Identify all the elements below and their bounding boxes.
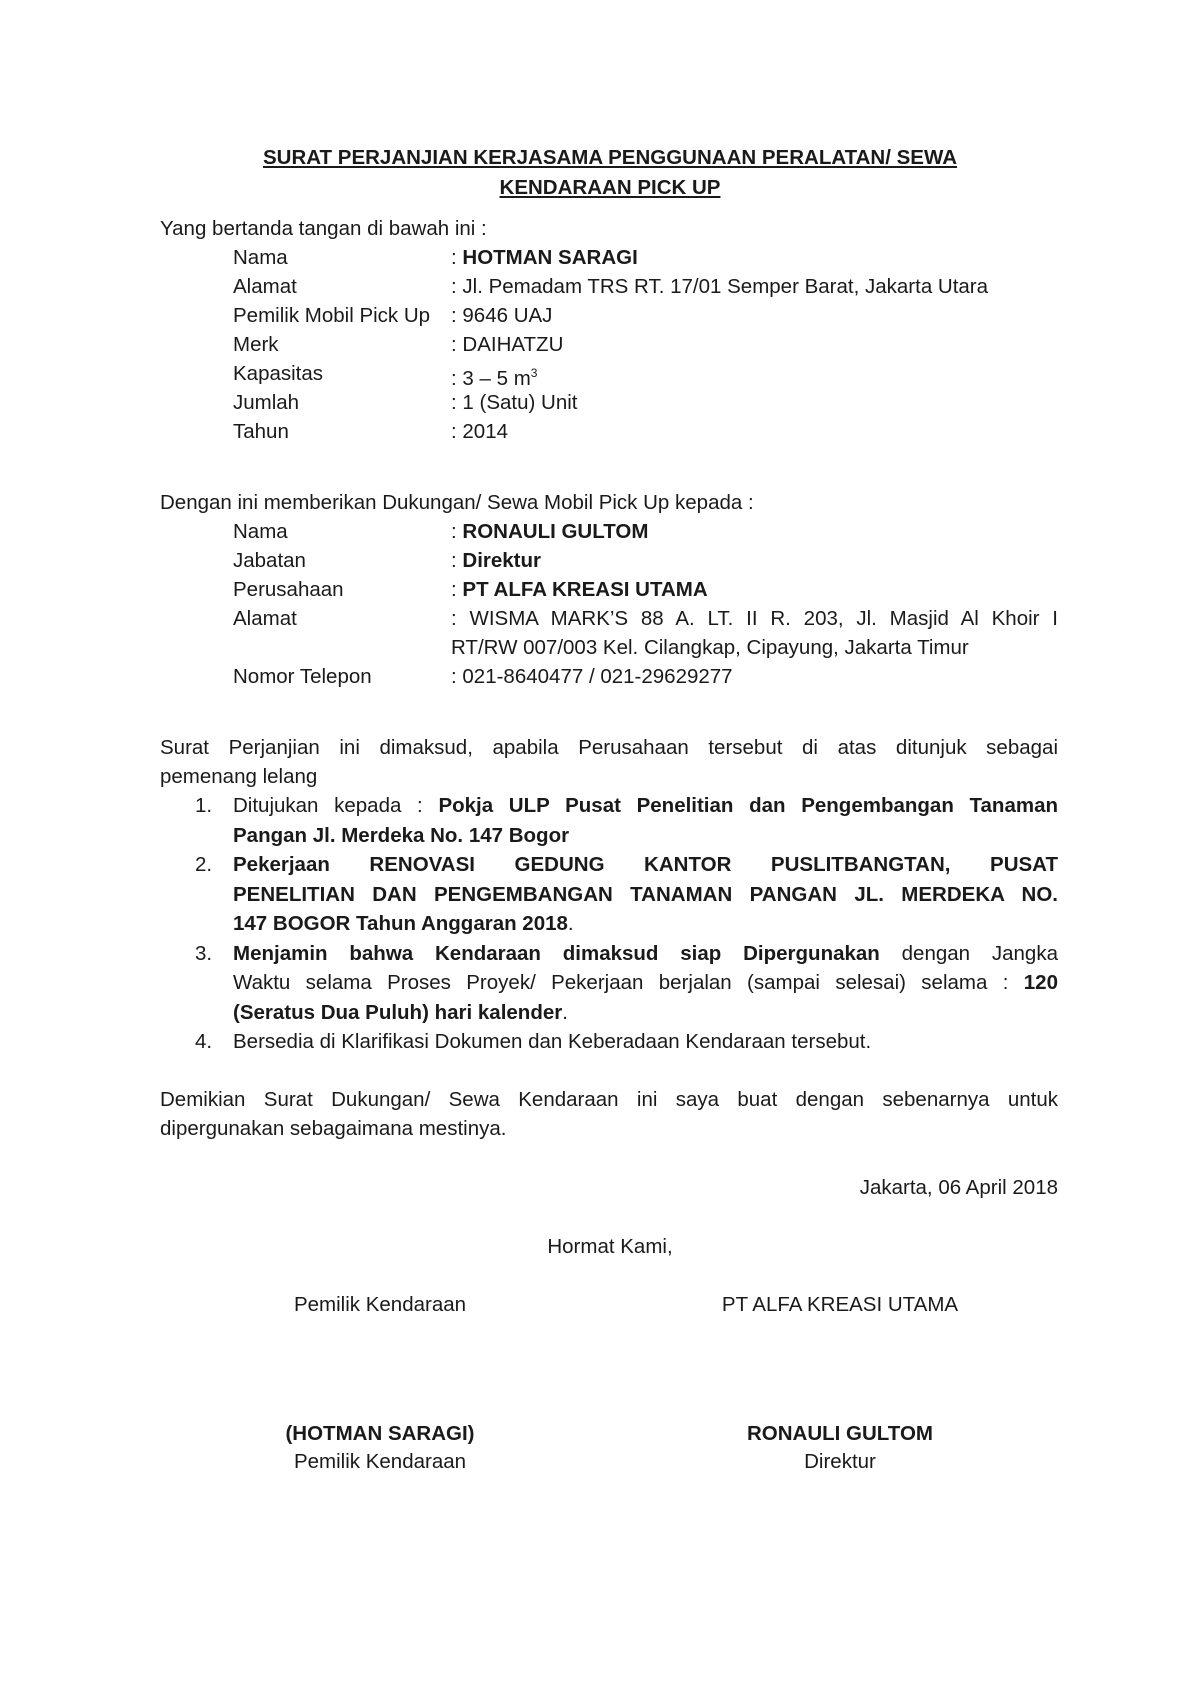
recipient-nama-label: Nama xyxy=(233,520,288,543)
owner-merk-value: DAIHATZU xyxy=(462,333,564,356)
recipient-alamat-label: Alamat xyxy=(233,607,297,630)
list-item-number: 3. xyxy=(195,941,213,965)
intro-text: Yang bertanda tangan di bawah ini : xyxy=(160,217,487,240)
owner-kapasitas-label: Kapasitas xyxy=(233,362,324,385)
signature-right-name: RONAULI GULTOM xyxy=(746,1422,933,1445)
list-item-number: 4. xyxy=(195,1030,213,1053)
list-item-number: 1. xyxy=(195,794,213,817)
recipient-telepon-label: Nomor Telepon xyxy=(233,665,372,688)
owner-kapasitas-sup: 3 xyxy=(530,366,538,380)
item-3-plain-line-1: dengan Jangka xyxy=(879,941,1058,965)
recipient-alamat-line-2: RT/RW 007/003 Kel. Cilangkap, Cipayung, Jakarta Timur xyxy=(451,636,969,659)
support-intro-text: Dengan ini memberikan Dukungan/ Sewa Mobil Pick Up kepada : xyxy=(160,491,754,514)
owner-nama-label: Nama xyxy=(233,246,288,269)
owner-jumlah-value: 1 (Satu) Unit xyxy=(462,391,578,414)
signature-left-role: Pemilik Kendaraan xyxy=(293,1450,467,1473)
item-1-prefix: Ditujukan kepada : xyxy=(233,794,439,817)
item-4-text: Bersedia di Klarifikasi Dokumen dan Keberadaan Kendaraan tersebut. xyxy=(233,1030,872,1053)
signature-right-role: Direktur xyxy=(804,1450,876,1473)
item-3-bold-line-3: (Seratus Dua Puluh) hari kalender xyxy=(233,1000,563,1024)
list-item-number: 2. xyxy=(195,853,213,876)
owner-pemilik-value: 9646 UAJ xyxy=(462,304,553,327)
item-3-bold-prefix: Menjamin bahwa Kendaraan dimaksud siap Dipergunakan xyxy=(233,941,880,965)
owner-alamat-value: Jl. Pemadam TRS RT. 17/01 Semper Barat, Jakarta Utara xyxy=(462,275,989,298)
signature-left-name: (HOTMAN SARAGI) xyxy=(285,1422,475,1445)
owner-nama-value: HOTMAN SARAGI xyxy=(462,246,638,269)
owner-merk-label: Merk xyxy=(233,333,279,356)
item-1-bold-line-2: Pangan Jl. Merdeka No. 147 Bogor xyxy=(233,823,570,847)
item-2-suffix: . xyxy=(567,912,574,935)
title-line-2: KENDARAAN PICK UP xyxy=(499,176,721,199)
owner-jumlah-label: Jumlah xyxy=(233,391,300,414)
owner-kapasitas-value: 3 – 5 m xyxy=(462,366,531,390)
purpose-line-2: pemenang lelang xyxy=(160,765,318,788)
recipient-nama-value: RONAULI GULTOM xyxy=(462,520,649,543)
closing-line-1: Demikian Surat Dukungan/ Sewa Kendaraan ini saya buat dengan sebenarnya untuk xyxy=(160,1088,1058,1111)
recipient-jabatan-value: Direktur xyxy=(462,549,542,572)
letter-page: SURAT PERJANJIAN KERJASAMA PENGGUNAAN PERALATAN/ SEWA KENDARAAN PICK UP Yang bertanda tangan di bawah ini : Nama : HOTMAN SARAGI Alamat : Jl. Pemadam TRS RT. 17/01 Semper Barat, Jakarta Utara Pemilik Mobil Pick Up : 9646 UAJ Merk : DAIHATZU Kapasitas : 3 – 5 $m^3$ Jumlah : 1 (Satu) Unit Tahun : 2014 Dengan ini memberikan Dukungan/ Sewa Mobil Pick Up kepada : Nama : RONAULI GULTOM Jabatan : Direktur Perusahaan : PT ALFA KREASI UTAMA Alamat : WISMA MARK’S 88 A. LT. II R. 203, Jl. Masjid Al Khoir I RT/RW 007/003 Kel. Cilangkap, Cipayung, Jakarta Timur Nomor Telepon : 021-8640477 / 021-29629277 Surat Perjanjian ini dimaksud, apabila Perusahaan tersebut di atas ditunjuk sebagai pemenang lelang 1. Ditujukan kepada : Pokja ULP Pusat Penelitian dan Pengembangan Tanaman Pangan Jl. Merdeka No. 147 Bogor 2. Pekerjaan RENOVASI GEDUNG KANTOR PUSLITBANGTAN, PUSAT PENELITIAN DAN PENGEMBANGAN TANAMAN PANGAN JL. MERDEKA NO. 147 BOGOR Tahun Anggaran 2018. 3. Menjamin bahwa Kendaraan dimaksud siap Dipergunakan dengan Jangka Waktu selama Proses Proyek/ Pekerjaan berjalan (sampai selesai) selama : 120 (Seratus Dua Puluh) hari kalender. 4. Bersedia di Klarifikasi Dokumen dan Keberadaan Kendaraan tersebut. Demikian Surat Dukungan/ Sewa Kendaraan ini saya buat dengan sebenarnya untuk dipergunakan sebagaimana mestinya. Jakarta, 06 April 2018 Hormat Kami, Pemilik Kendaraan PT ALFA KREASI UTAMA (HOTMAN SARAGI) Pemilik Kendaraan RONAULI GULTOM Direktur xyxy=(0,0,1200,1698)
owner-tahun-label: Tahun xyxy=(233,420,289,443)
item-2-bold-line-3: 147 BOGOR Tahun Anggaran 2018 xyxy=(233,912,568,935)
item-1-bold-line-1: Pokja ULP Pusat Penelitian dan Pengembangan Tanaman xyxy=(438,794,1058,817)
closing-line-2: dipergunakan sebagaimana mestinya. xyxy=(160,1117,507,1140)
item-2-bold-line-1: Pekerjaan RENOVASI GEDUNG KANTOR PUSLITBANGTAN, PUSAT xyxy=(233,853,1058,876)
signature-right-title: PT ALFA KREASI UTAMA xyxy=(721,1293,959,1316)
recipient-alamat-line-1: WISMA MARK’S 88 A. LT. II R. 203, Jl. Masjid Al Khoir I xyxy=(469,607,1058,630)
signature-left-title: Pemilik Kendaraan xyxy=(293,1293,467,1316)
item-3-bold-number: 120 xyxy=(1023,971,1058,994)
recipient-jabatan-label: Jabatan xyxy=(233,549,306,572)
item-2-bold-line-2: PENELITIAN DAN PENGEMBANGAN TANAMAN PANGAN JL. MERDEKA NO. xyxy=(233,882,1058,906)
purpose-line-1: Surat Perjanjian ini dimaksud, apabila Perusahaan tersebut di atas ditunjuk sebagai xyxy=(160,736,1058,759)
letter-date: Jakarta, 06 April 2018 xyxy=(859,1176,1058,1199)
owner-alamat-label: Alamat xyxy=(233,275,297,298)
recipient-perusahaan-label: Perusahaan xyxy=(233,578,344,601)
recipient-perusahaan-value: PT ALFA KREASI UTAMA xyxy=(462,578,708,601)
owner-pemilik-label: Pemilik Mobil Pick Up xyxy=(233,304,431,327)
owner-tahun-value: 2014 xyxy=(462,420,509,443)
regards-text: Hormat Kami, xyxy=(547,1235,673,1258)
recipient-telepon-value: 021-8640477 / 021-29629277 xyxy=(462,665,733,688)
item-3-plain-line-2: Waktu selama Proses Proyek/ Pekerjaan berjalan (sampai selesai) selama : xyxy=(233,971,1024,994)
title-line-1: SURAT PERJANJIAN KERJASAMA PENGGUNAAN PERALATAN/ SEWA xyxy=(262,146,958,169)
item-3-suffix: . xyxy=(562,1000,568,1024)
